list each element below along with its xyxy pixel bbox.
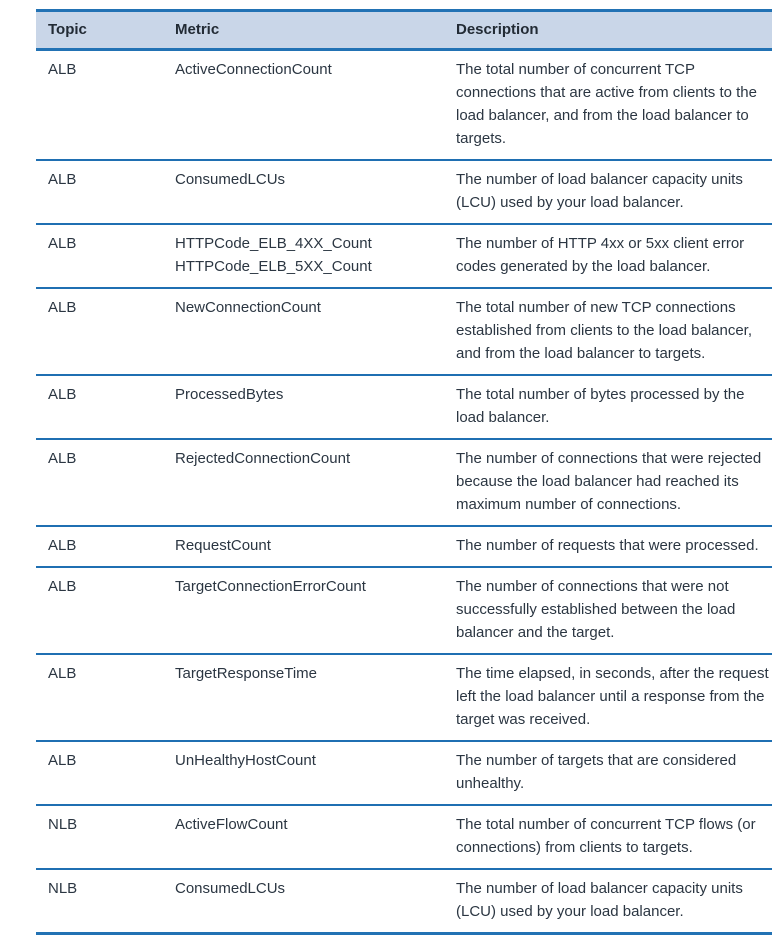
cell-description: The total number of bytes processed by the load balancer. [444, 375, 772, 439]
cell-topic: ALB [36, 439, 163, 526]
cell-description: The total number of concurrent TCP flows (or connections) from clients to targets. [444, 805, 772, 869]
cell-topic: ALB [36, 288, 163, 375]
cell-description: The number of targets that are considered unhealthy. [444, 741, 772, 805]
cell-metric [163, 160, 444, 224]
metric-name: RejectedConnectionCount [175, 450, 351, 467]
cell-topic: ALB [36, 50, 163, 161]
cell-topic: NLB [36, 869, 163, 934]
cell-metric [163, 869, 444, 934]
cell-topic: ALB [36, 375, 163, 439]
cell-description: The number of requests that were processed. [444, 526, 772, 567]
table-row [36, 288, 772, 375]
table-body [36, 50, 772, 934]
metric-name: HTTPCode_ELB_4XX_Count [175, 235, 372, 252]
cell-topic: ALB [36, 160, 163, 224]
cell-metric [163, 654, 444, 741]
column-header-description: Description [444, 11, 772, 50]
cell-description: The total number of new TCP connections established from clients to the load balancer, and from the load balancer to targets. [444, 288, 772, 375]
cell-description: The total number of concurrent TCP connections that are active from clients to the load balancer, and from the load balancer to targets. [444, 50, 772, 161]
table-row [36, 50, 772, 161]
table-row [36, 741, 772, 805]
table-row [36, 567, 772, 654]
cell-metric [163, 375, 444, 439]
cell-topic: ALB [36, 526, 163, 567]
metric-name: UnHealthyHostCount [175, 752, 316, 769]
metric-name: TargetResponseTime [175, 665, 318, 682]
table-header-row [36, 11, 772, 50]
metric-name: ConsumedLCUs [175, 880, 286, 897]
table-row [36, 224, 772, 288]
table-header [36, 11, 772, 50]
column-header-metric: Metric [163, 11, 444, 50]
cell-description: The number of HTTP 4xx or 5xx client error codes generated by the load balancer. [444, 224, 772, 288]
cell-description: The time elapsed, in seconds, after the request left the load balancer until a response from the target was received. [444, 654, 772, 741]
metrics-table [36, 9, 772, 935]
table-row [36, 439, 772, 526]
cell-description: The number of load balancer capacity units (LCU) used by your load balancer. [444, 160, 772, 224]
cell-description: The number of connections that were rejected because the load balancer had reached its maximum number of connections. [444, 439, 772, 526]
table-row [36, 375, 772, 439]
cell-metric [163, 805, 444, 869]
cell-description: The number of load balancer capacity units (LCU) used by your load balancer. [444, 869, 772, 934]
column-header-topic: Topic [36, 11, 163, 50]
metric-name: ActiveFlowCount [175, 816, 288, 833]
table-row [36, 869, 772, 934]
cell-metric [163, 526, 444, 567]
cell-metric [163, 741, 444, 805]
cell-description: The number of connections that were not successfully established between the load balancer and the target. [444, 567, 772, 654]
cell-topic: ALB [36, 224, 163, 288]
metric-name: NewConnectionCount [175, 299, 321, 316]
table-row [36, 805, 772, 869]
metric-name: HTTPCode_ELB_5XX_Count [175, 258, 372, 275]
cell-metric [163, 50, 444, 161]
metric-name: ProcessedBytes [175, 386, 284, 403]
cell-topic: NLB [36, 805, 163, 869]
metric-name: ActiveConnectionCount [175, 61, 332, 78]
cell-metric [163, 567, 444, 654]
cell-metric [163, 439, 444, 526]
cell-topic: ALB [36, 567, 163, 654]
cell-metric [163, 288, 444, 375]
cell-metric [163, 224, 444, 288]
table-row [36, 160, 772, 224]
metric-name: RequestCount [175, 537, 271, 554]
metric-name: TargetConnectionErrorCount [175, 578, 366, 595]
table-row [36, 526, 772, 567]
cell-topic: ALB [36, 654, 163, 741]
table-row [36, 654, 772, 741]
cell-topic: ALB [36, 741, 163, 805]
metric-name: ConsumedLCUs [175, 171, 286, 188]
